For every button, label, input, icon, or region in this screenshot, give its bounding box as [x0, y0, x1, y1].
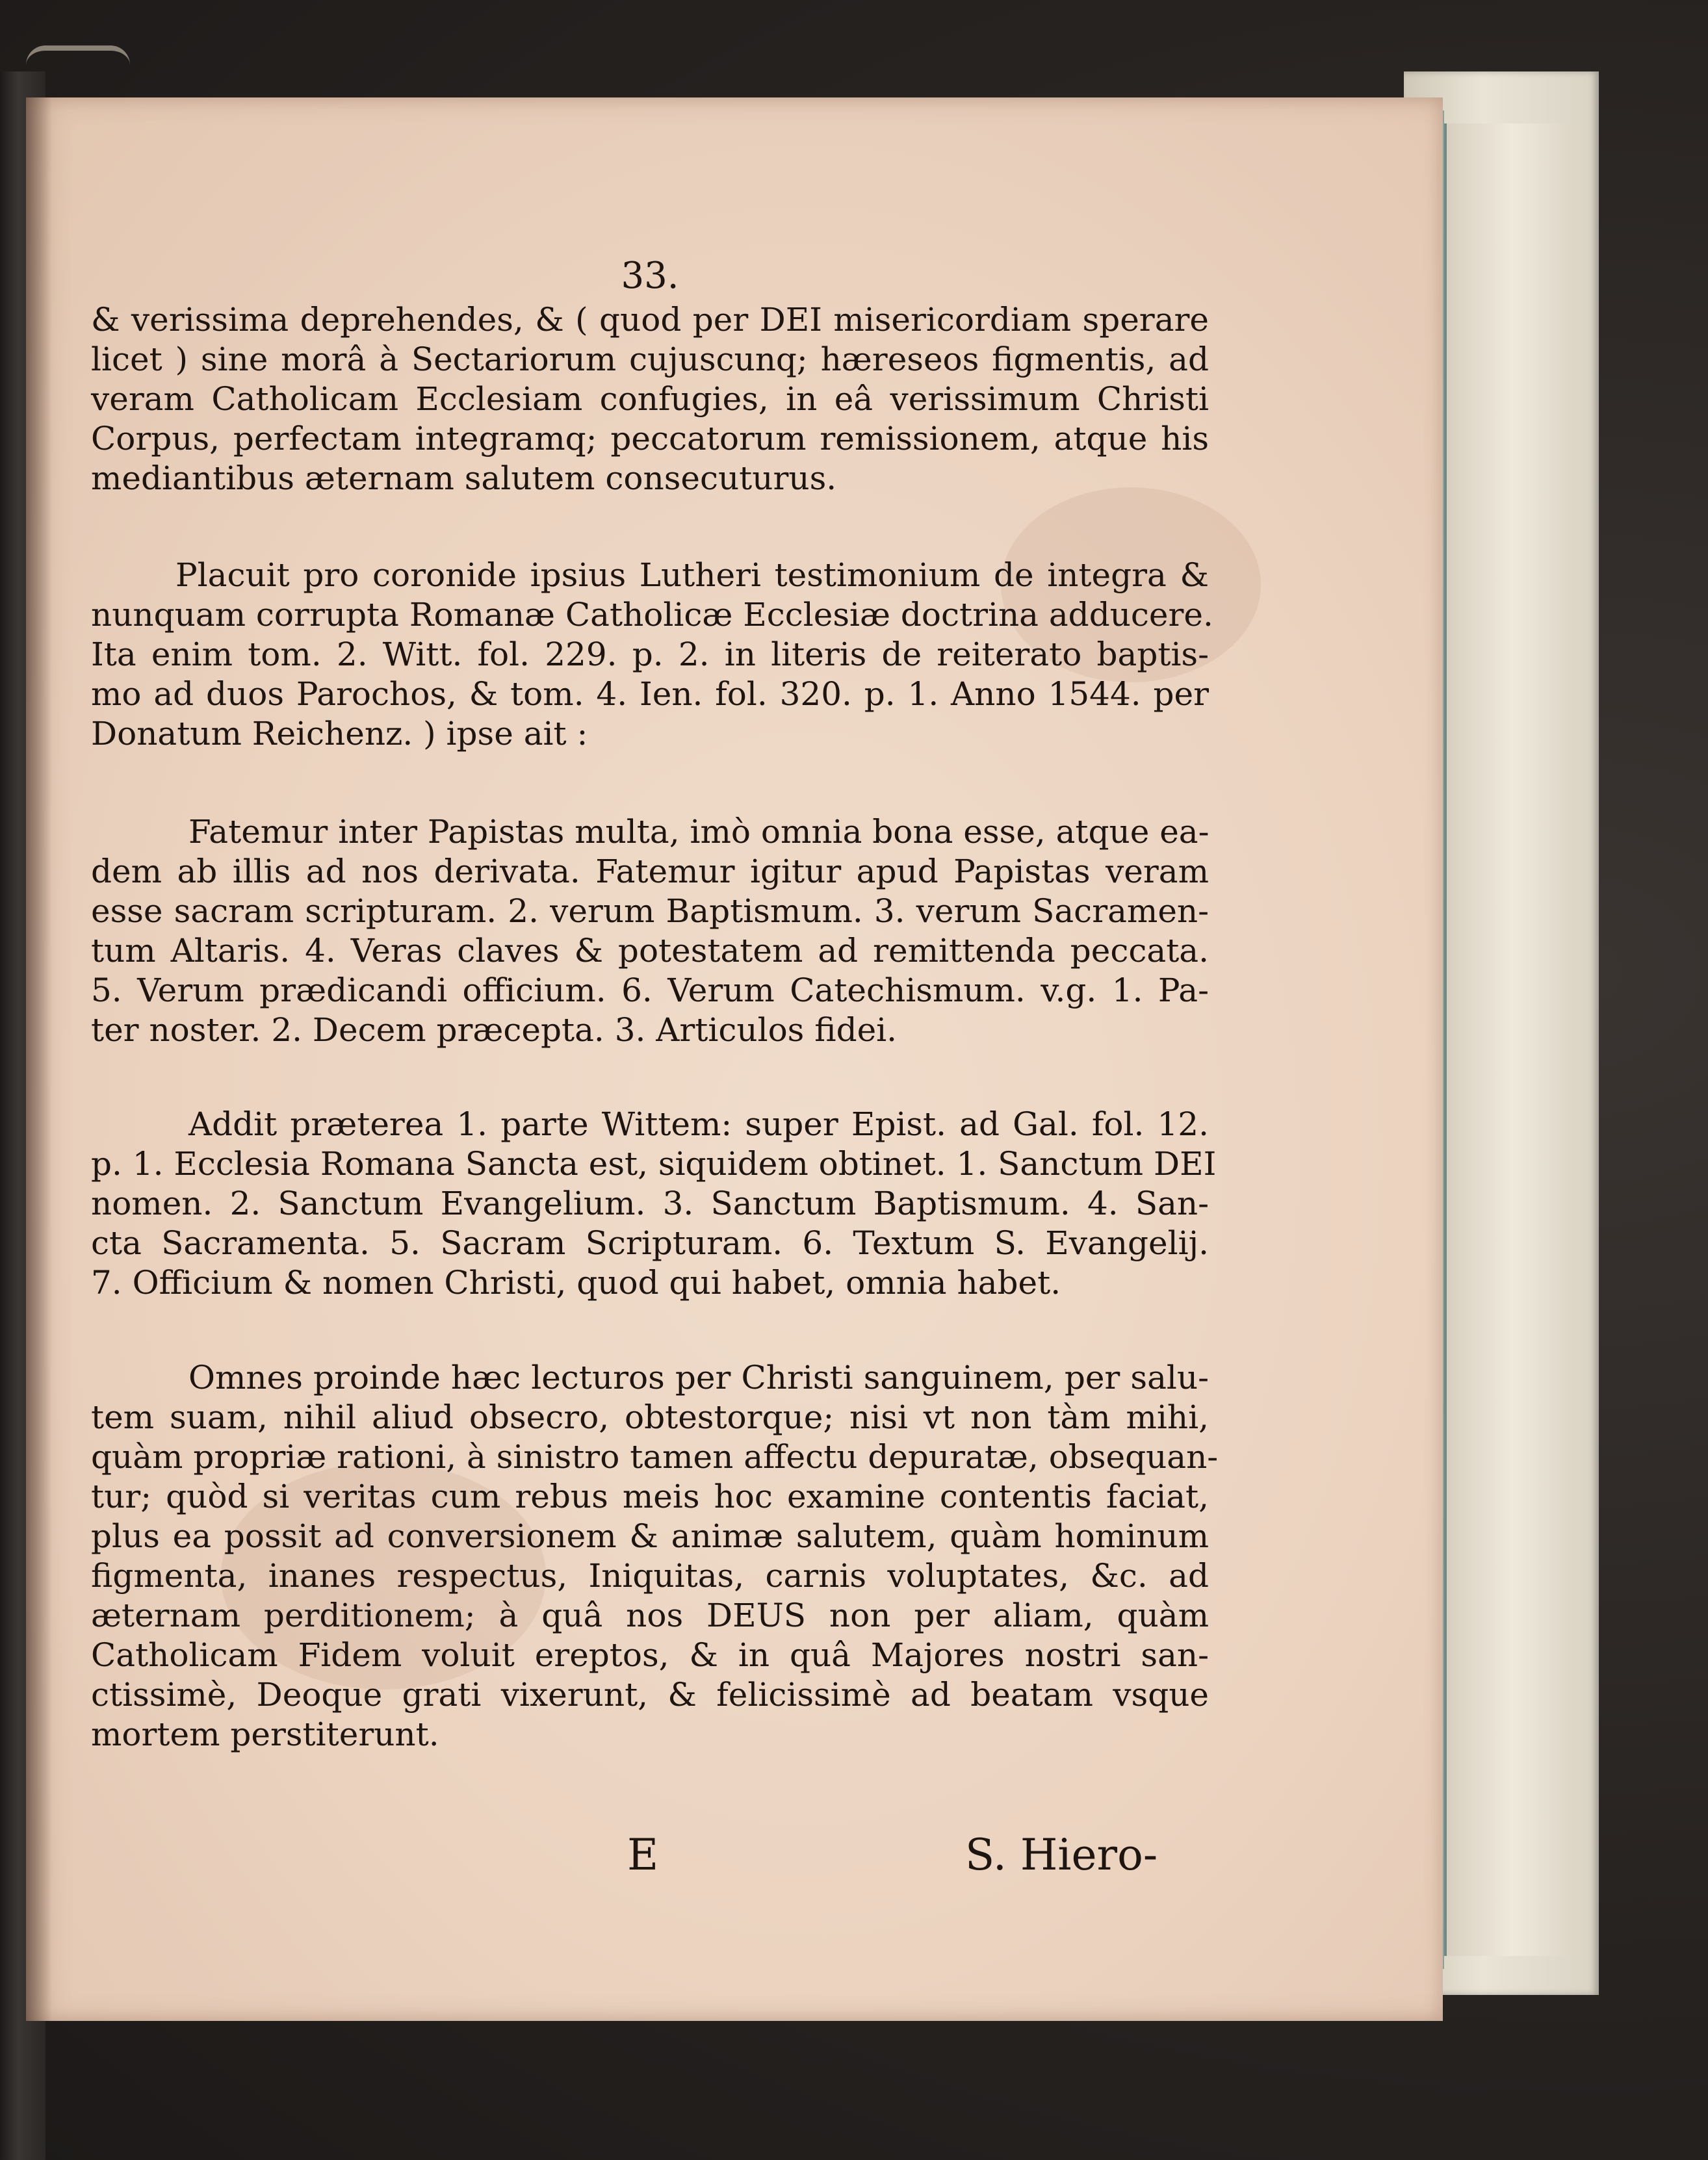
text-line: Ita enim tom. 2. Witt. fol. 229. p. 2. in literis de reiterato baptis-	[91, 636, 1209, 673]
text-line: nunquam corrupta Romanæ Catholicæ Ecclesiæ doctrina adducere.	[91, 596, 1213, 634]
text-line: ter noster. 2. Decem præcepta. 3. Articulos fidei.	[91, 1011, 898, 1049]
text-line: Placuit pro coronide ipsius Lutheri testimonium de integra &	[175, 556, 1209, 594]
text-line: esse sacram scripturam. 2. verum Baptismum. 3. verum Sacramen-	[91, 892, 1209, 930]
text-line: & verissima deprehendes, & ( quod per DEI misericordiam sperare	[91, 301, 1209, 339]
text-line: Fatemur inter Papistas multa, imò omnia bona esse, atque ea-	[188, 813, 1210, 851]
text-line: figmenta, inanes respectus, Iniquitas, carnis voluptates, &c. ad	[91, 1557, 1209, 1595]
page-number: 33.	[621, 255, 679, 297]
text-line: mortem perstiterunt.	[91, 1716, 439, 1753]
text-line: æternam perditionem; à quâ nos DEUS non per aliam, quàm	[91, 1597, 1209, 1634]
text-line: cta Sacramenta. 5. Sacram Scripturam. 6. Textum S. Evangelij.	[91, 1224, 1209, 1262]
text-line: Corpus, perfectam integramq; peccatorum remissionem, atque his	[91, 420, 1209, 457]
text-line: tur; quòd si veritas cum rebus meis hoc examine contentis faciat,	[91, 1478, 1209, 1515]
clasp-decoration	[26, 45, 130, 103]
text-line: licet ) sine morâ à Sectariorum cujuscunq; hæreseos figmentis, ad	[91, 341, 1209, 378]
text-line: tum Altaris. 4. Veras claves & potestatem ad remittenda peccata.	[91, 932, 1209, 970]
catchword: S. Hiero-	[965, 1830, 1158, 1880]
text-line: Donatum Reichenz. ) ipse ait :	[91, 715, 588, 752]
text-line: p. 1. Ecclesia Romana Sancta est, siquidem obtinet. 1. Sanctum DEI	[91, 1145, 1217, 1183]
text-line: ctissimè, Deoque grati vixerunt, & felicissimè ad beatam vsque	[91, 1676, 1209, 1714]
text-line: veram Catholicam Ecclesiam confugies, in eâ verissimum Christi	[91, 380, 1209, 418]
text-line: dem ab illis ad nos derivata. Fatemur igitur apud Papistas veram	[91, 853, 1209, 890]
text-line: mediantibus æternam salutem consecuturus.	[91, 459, 837, 497]
text-line: 7. Officium & nomen Christi, quod qui habet, omnia habet.	[91, 1264, 1061, 1302]
text-line: Addit præterea 1. parte Wittem: super Epist. ad Gal. fol. 12.	[188, 1105, 1209, 1143]
next-page-edge	[1443, 123, 1577, 1956]
text-line: Catholicam Fidem voluit ereptos, & in quâ Majores nostri san-	[91, 1636, 1209, 1674]
text-line: 5. Verum prædicandi officium. 6. Verum Catechismum. v.g. 1. Pa-	[91, 971, 1209, 1009]
text-line: nomen. 2. Sanctum Evangelium. 3. Sanctum Baptismum. 4. San-	[91, 1185, 1209, 1222]
text-line: quàm propriæ rationi, à sinistro tamen affectu depuratæ, obsequan-	[91, 1438, 1219, 1476]
text-line: mo ad duos Parochos, & tom. 4. Ien. fol. 320. p. 1. Anno 1544. per	[91, 675, 1209, 713]
text-line: tem suam, nihil aliud obsecro, obtestorque; nisi vt non tàm mihi,	[91, 1398, 1209, 1436]
text-line: Omnes proinde hæc lecturos per Christi sanguinem, per salu-	[188, 1359, 1209, 1396]
page-gutter-shadow	[26, 97, 52, 2021]
text-line: plus ea possit ad conversionem & animæ salutem, quàm hominum	[91, 1517, 1209, 1555]
signature-mark: E	[627, 1830, 659, 1880]
